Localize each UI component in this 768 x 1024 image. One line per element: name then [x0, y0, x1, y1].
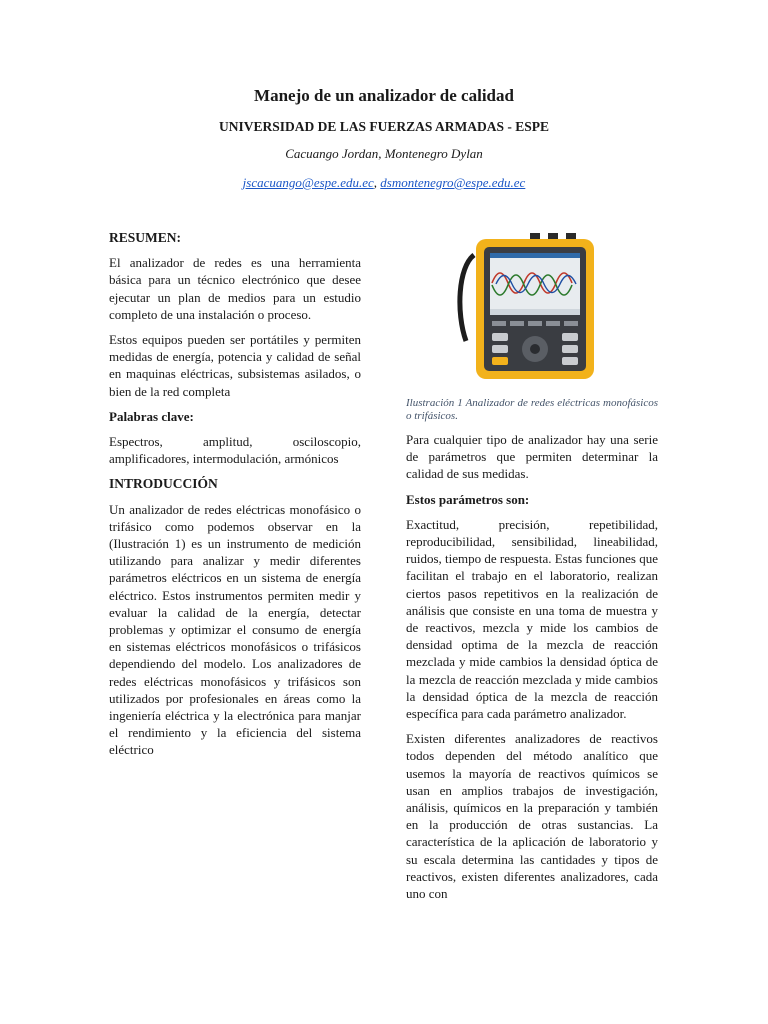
resumen-paragraph-1: El analizador de redes es una herramienta básica para un técnico electrónico que desee ejecutar un plan de medios para un estudio completo de una instalación o proceso. — [109, 255, 361, 322]
power-analyzer-device-icon — [452, 233, 612, 381]
right-paragraph-2: Exactitud, precisión, repetibilidad, reproducibilidad, sensibilidad, lineabilidad, ruidos, tiempo de respuesta. Estas funciones que facilitan el trabajo en el laboratorio, realizan ciertos pasos repetitivos en la realización de análisis que consiste en una toma de muestra y de reactivos, mezcla y mide los cambios de densidad optima de la mezcla de reacción mezclada y mide cambios la densidad óptica de la mezcla de reacción mezclada y mide cambios la densidad óptica de la mezcla de reacción específica para cada parámetro analizador. — [406, 516, 658, 722]
left-column — [109, 229, 361, 767]
introduction-paragraph: Un analizador de redes eléctricas monofásico o trifásico como podemos observar en la (Ilustración 1) es un instrumento de medición utilizando para analizar y medir diferentes parámetros eléctricos en un sistema de energía eléctrico. Estos instrumentos permiten medir y evaluar la calidad de la energía, detectar problemas y optimizar el consumo de energía en sistemas eléctricos monofásicos o trifásicos dependiendo del modelo. Los analizadores de redes eléctricas monofásicos y trifásicos son utilizados por profesionales en áreas como la ingeniería eléctrica y la electrónica para manjar el rendimiento y la eficiencia del sistema eléctrico — [109, 501, 361, 758]
figure-1 — [406, 229, 658, 384]
emails-line — [0, 175, 768, 191]
resumen-paragraph-2: Estos equipos pueden ser portátiles y permiten medidas de energía, potencia y calidad de señal en maquinas eléctricas, subsistemas asilados, o bien de la red completa — [109, 332, 361, 399]
resumen-heading: RESUMEN: — [109, 230, 182, 245]
figure-caption: Ilustración 1 Analizador de redes eléctricas monofásicos o trifásicos. — [406, 397, 658, 422]
keywords-heading: Palabras clave: — [109, 408, 194, 424]
right-column — [406, 229, 658, 910]
right-paragraph-3: Existen diferentes analizadores de reactivos todos dependen del método analítico que usemos la mayoría de reactivos químicos se usan en amplios trabajos de investigación, análisis, químicos en la preparación y también en la producción de otras sustancias. La característica de la aplicación de laboratorio y su escala determina las cantidades y tipos de reactivos, existen diferentes analizadores, cada uno con — [406, 731, 658, 902]
keywords-text: Espectros, amplitud, osciloscopio, amplificadores, intermodulación, armónicos — [109, 434, 361, 467]
introduction-heading: INTRODUCCIÓN — [109, 476, 218, 492]
email-separator: , — [373, 175, 381, 190]
parameters-heading: Estos parámetros son: — [406, 491, 530, 507]
university-name: UNIVERSIDAD DE LAS FUERZAS ARMADAS - ESPE — [218, 119, 550, 134]
email-link-1[interactable]: jscacuango@espe.edu.ec — [242, 175, 374, 190]
authors-line: Cacuango Jordan, Montenegro Dylan — [285, 146, 483, 161]
email-link-2[interactable]: dsmontenegro@espe.edu.ec — [380, 175, 526, 190]
paper-title: Manejo de un analizador de calidad — [254, 86, 514, 105]
right-paragraph-1: Para cualquier tipo de analizador hay una serie de parámetros que permiten determinar la calidad de sus medidas. — [406, 432, 658, 482]
